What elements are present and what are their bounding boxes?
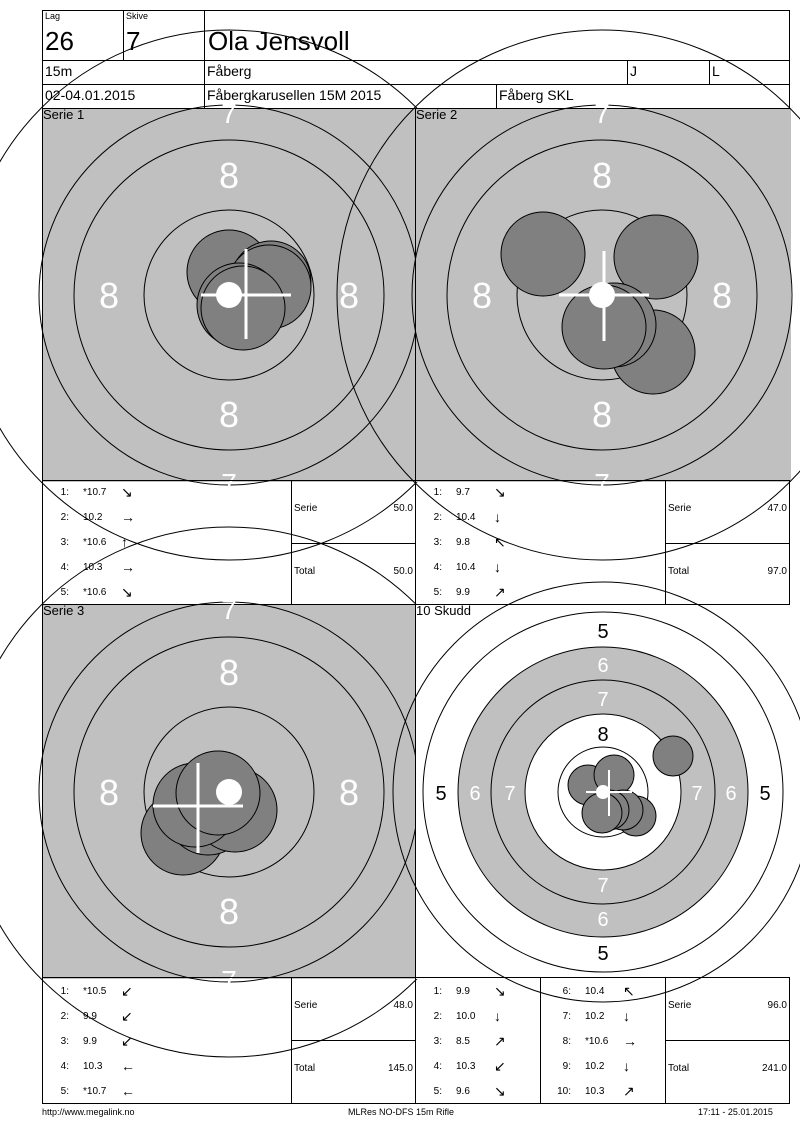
skive-value: 7 bbox=[126, 26, 141, 56]
ring-label-8-left: 8 bbox=[538, 783, 550, 805]
serie2-shot-table bbox=[415, 480, 666, 605]
skudd10-serie-sum: Serie 96.0 bbox=[665, 977, 790, 1041]
table-row: 4: 10.3 → bbox=[60, 559, 135, 575]
ring-label-8-top: 8 bbox=[597, 724, 609, 746]
ring-label-8-left: 8 bbox=[98, 275, 120, 316]
shot-direction-icon: ↓ bbox=[623, 1008, 630, 1024]
ring-label-8-right: 8 bbox=[338, 772, 360, 813]
ring-label-8-right: 8 bbox=[711, 275, 733, 316]
organizer-cell bbox=[496, 84, 790, 109]
table-row: 8: *10.6 → bbox=[562, 1033, 637, 1049]
serie3-title: Serie 3 bbox=[43, 603, 85, 618]
skudd10-total-sum: Total 241.0 bbox=[665, 1040, 790, 1104]
organizer: Fåberg SKL bbox=[499, 87, 574, 103]
ring-label-7-bottom: 7 bbox=[594, 468, 610, 499]
skudd-shot-3 bbox=[653, 736, 693, 776]
table-row: 4: 10.4 ↓ bbox=[433, 559, 501, 575]
ring-label-6-bottom: 6 bbox=[597, 909, 609, 931]
table-row: 1: 9.9 ↘ bbox=[433, 983, 506, 999]
table-row: 4: 10.3 ← bbox=[60, 1058, 135, 1074]
ring-label-8-bottom: 8 bbox=[218, 891, 240, 932]
shot-direction-icon: ↗ bbox=[494, 584, 506, 600]
shot-direction-icon: ↗ bbox=[623, 1083, 635, 1099]
distance: 15m bbox=[45, 63, 73, 79]
skudd10-target bbox=[415, 604, 790, 978]
ring-label-8-bottom: 8 bbox=[591, 394, 613, 435]
serie1-title: Serie 1 bbox=[43, 107, 85, 122]
table-row: 2: 9.9 ↙ bbox=[60, 1008, 133, 1024]
shot-direction-icon: ↓ bbox=[623, 1058, 630, 1074]
ring-label-7-bottom: 7 bbox=[597, 875, 609, 897]
ring-label-7-top: 7 bbox=[597, 689, 609, 711]
shot-direction-icon: ↖ bbox=[494, 534, 506, 550]
date: 02-04.01.2015 bbox=[45, 87, 136, 103]
shot-direction-icon: ↙ bbox=[121, 983, 133, 999]
shot-direction-icon: ← bbox=[121, 1083, 135, 1099]
ring-label-7-bottom: 7 bbox=[221, 965, 237, 996]
skudd10-title: 10 Skudd bbox=[416, 603, 471, 618]
table-row: 2: 10.4 ↓ bbox=[433, 509, 501, 525]
date-cell bbox=[42, 84, 205, 109]
table-row: 4: 10.3 ↙ bbox=[433, 1058, 506, 1074]
table-row: 1: *10.5 ↙ bbox=[60, 983, 133, 999]
club-cell bbox=[204, 60, 628, 85]
col-j: J bbox=[630, 63, 637, 79]
table-row: 5: 9.9 ↗ bbox=[433, 584, 506, 600]
shot-direction-icon: ↓ bbox=[494, 509, 501, 525]
shot-direction-icon: ↘ bbox=[121, 484, 133, 500]
ring-label-8-top: 8 bbox=[218, 652, 240, 693]
shot-direction-icon: ↙ bbox=[121, 1008, 133, 1024]
ring-label-8-right: 8 bbox=[338, 275, 360, 316]
footer-software: MLRes NO-DFS 15m Rifle bbox=[348, 1107, 455, 1117]
shot-direction-icon: → bbox=[121, 559, 135, 575]
lag-value: 26 bbox=[45, 26, 74, 56]
table-row: 3: 9.8 ↖ bbox=[433, 534, 506, 550]
event-name: Fåbergkarusellen 15M 2015 bbox=[207, 87, 382, 103]
ring-label-7-top: 7 bbox=[594, 98, 610, 129]
lag-cell bbox=[42, 10, 124, 61]
col-l: L bbox=[712, 63, 720, 79]
serie1-total-sum: Total 50.0 bbox=[291, 543, 416, 605]
table-row: 3: 9.9 ↙ bbox=[60, 1033, 133, 1049]
serie2-shot-3 bbox=[501, 212, 585, 296]
distance-cell bbox=[42, 60, 205, 85]
shot-direction-icon: ← bbox=[121, 1058, 135, 1074]
shot-direction-icon: ↗ bbox=[494, 1033, 506, 1049]
ring-label-5-top: 5 bbox=[597, 621, 609, 643]
serie3-center-dot bbox=[216, 779, 242, 805]
ring-label-6-left: 6 bbox=[469, 783, 481, 805]
lag-label: Lag bbox=[45, 11, 61, 21]
table-row: 7: 10.2 ↓ bbox=[562, 1008, 630, 1024]
shot-direction-icon: ↘ bbox=[494, 1083, 506, 1099]
ring-label-8-left: 8 bbox=[98, 772, 120, 813]
serie2-title: Serie 2 bbox=[416, 107, 458, 122]
serie1-serie-sum: Serie 50.0 bbox=[291, 480, 416, 544]
skudd10-shot-table-right bbox=[540, 977, 666, 1104]
table-row: 3: 8.5 ↗ bbox=[433, 1033, 506, 1049]
footer-timestamp: 17:11 - 25.01.2015 bbox=[698, 1107, 773, 1117]
table-row: 5: 9.6 ↘ bbox=[433, 1083, 506, 1099]
shooter-name: Ola Jensvoll bbox=[208, 26, 350, 56]
ring-label-8-right: 8 bbox=[656, 783, 668, 805]
col-j-cell bbox=[627, 60, 710, 85]
ring-label-6-right: 6 bbox=[725, 783, 737, 805]
serie1-shot-1 bbox=[201, 266, 285, 350]
table-row: 5: *10.7 ← bbox=[60, 1083, 135, 1099]
event-cell bbox=[204, 84, 497, 109]
table-row: 3: *10.6 ↑ bbox=[60, 534, 128, 550]
shot-direction-icon: ↘ bbox=[121, 584, 133, 600]
skudd10-target-svg bbox=[416, 605, 791, 979]
table-row: 6: 10.4 ↖ bbox=[562, 983, 635, 999]
table-row: 1: 9.7 ↘ bbox=[433, 484, 506, 500]
table-row: 10: 10.3 ↗ bbox=[557, 1083, 635, 1099]
ring-label-5-left: 5 bbox=[435, 783, 447, 805]
ring-label-8-top: 8 bbox=[591, 155, 613, 196]
ring-label-8-bottom: 8 bbox=[218, 394, 240, 435]
footer-url[interactable]: http://www.megalink.no bbox=[42, 1107, 135, 1117]
club: Fåberg bbox=[207, 63, 252, 79]
shot-direction-icon: ↘ bbox=[494, 983, 506, 999]
ring-label-6-top: 6 bbox=[597, 655, 609, 677]
shooter-name-cell bbox=[204, 10, 790, 61]
ring-label-8-bottom: 8 bbox=[597, 842, 609, 864]
table-row: 1: *10.7 ↘ bbox=[60, 484, 133, 500]
ring-label-7-top: 7 bbox=[221, 98, 237, 129]
ring-label-5-bottom: 5 bbox=[597, 943, 609, 965]
ring-label-7-right: 7 bbox=[691, 783, 703, 805]
table-row: 2: 10.0 ↓ bbox=[433, 1008, 501, 1024]
skudd-shot-e bbox=[582, 793, 622, 833]
ring-label-7-left: 7 bbox=[504, 783, 516, 805]
ring-label-7-top: 7 bbox=[221, 594, 237, 625]
serie2-total-sum: Total 97.0 bbox=[665, 543, 790, 605]
shot-direction-icon: ↘ bbox=[494, 484, 506, 500]
shot-direction-icon: → bbox=[623, 1033, 637, 1049]
shot-direction-icon: ↑ bbox=[121, 534, 128, 550]
ring-label-8-left: 8 bbox=[471, 275, 493, 316]
table-row: 2: 10.2 → bbox=[60, 509, 135, 525]
ring-label-5-right: 5 bbox=[759, 783, 771, 805]
shot-direction-icon: ↖ bbox=[623, 983, 635, 999]
serie3-shot-table bbox=[42, 977, 292, 1104]
shot-direction-icon: ↓ bbox=[494, 1008, 501, 1024]
table-row: 5: *10.6 ↘ bbox=[60, 584, 133, 600]
serie1-shot-table bbox=[42, 480, 292, 605]
serie2-serie-sum: Serie 47.0 bbox=[665, 480, 790, 544]
skudd10-shot-table-left bbox=[415, 977, 541, 1104]
shot-direction-icon: ↙ bbox=[121, 1033, 133, 1049]
skive-cell bbox=[123, 10, 205, 61]
table-row: 9: 10.2 ↓ bbox=[562, 1058, 630, 1074]
serie3-serie-sum: Serie 48.0 bbox=[291, 977, 416, 1041]
ring-label-8-top: 8 bbox=[218, 155, 240, 196]
ring-label-7-bottom: 7 bbox=[221, 468, 237, 499]
skive-label: Skive bbox=[126, 11, 149, 21]
shot-direction-icon: ↙ bbox=[494, 1058, 506, 1074]
shot-direction-icon: ↓ bbox=[494, 559, 501, 575]
serie3-total-sum: Total 145.0 bbox=[291, 1040, 416, 1104]
col-l-cell bbox=[709, 60, 790, 85]
shot-direction-icon: → bbox=[121, 509, 135, 525]
